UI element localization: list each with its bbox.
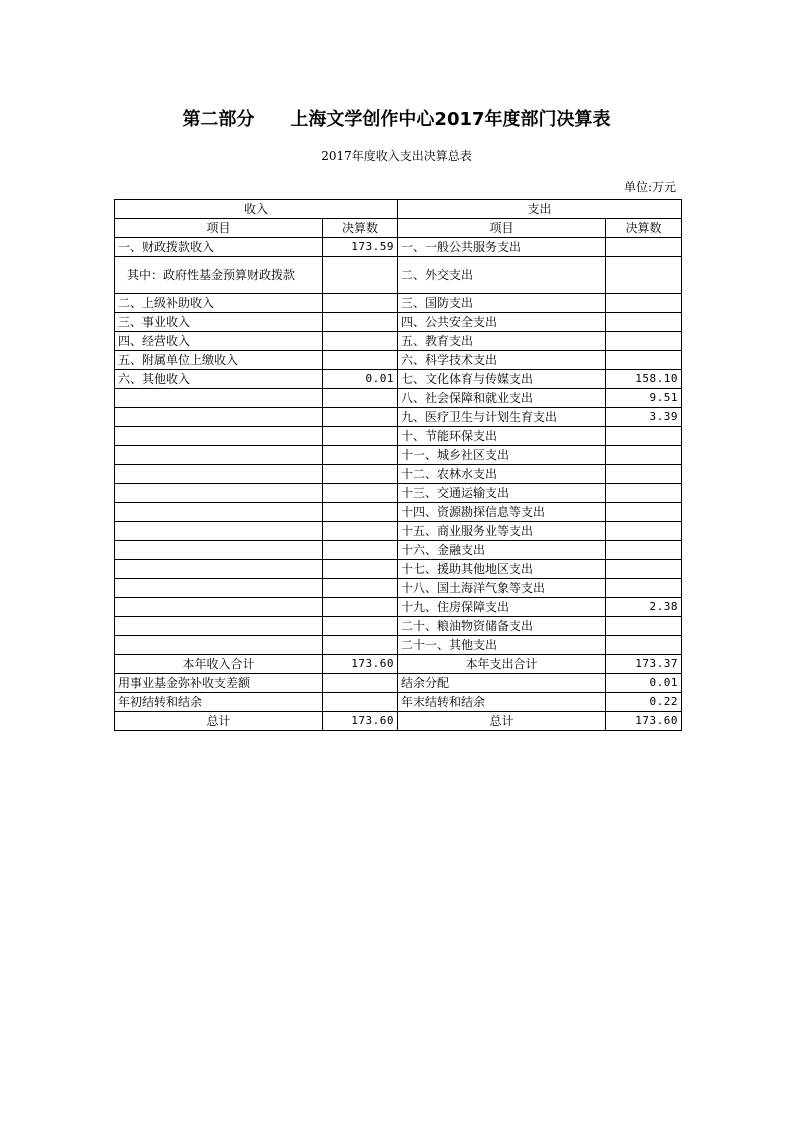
expense-amount-cell xyxy=(606,522,682,541)
table-row xyxy=(115,560,682,579)
table-row xyxy=(115,370,682,389)
table-row xyxy=(115,294,682,313)
income-amount-cell xyxy=(323,522,398,541)
table-row xyxy=(115,617,682,636)
expense-amount-cell xyxy=(606,484,682,503)
grand-total-expense-value: 173.60 xyxy=(606,712,682,731)
expense-amount-cell xyxy=(606,238,682,257)
income-amount-cell xyxy=(323,503,398,522)
table-row xyxy=(115,484,682,503)
adjustment-row xyxy=(115,674,682,693)
grand-total-income-value: 173.60 xyxy=(323,712,398,731)
expense-amount-cell xyxy=(606,465,682,484)
income-amount-cell xyxy=(323,257,398,294)
expense-amount-cell xyxy=(606,332,682,351)
expense-item-cell: 七、文化体育与传媒支出 xyxy=(398,370,606,389)
expense-total-label: 本年支出合计 xyxy=(398,655,606,674)
table-row xyxy=(115,257,682,294)
expense-item-cell: 十五、商业服务业等支出 xyxy=(398,522,606,541)
surplus-distribution-label: 结余分配 xyxy=(398,674,606,693)
income-amount-cell xyxy=(323,351,398,370)
income-amount-cell xyxy=(323,446,398,465)
income-amount-cell xyxy=(323,427,398,446)
totals-row xyxy=(115,655,682,674)
grand-total-row xyxy=(115,712,682,731)
income-amount-cell xyxy=(323,408,398,427)
income-item-cell xyxy=(115,598,323,617)
income-item-cell xyxy=(115,389,323,408)
table-row xyxy=(115,636,682,655)
income-item-cell xyxy=(115,560,323,579)
income-item-cell: 三、事业收入 xyxy=(115,313,323,332)
income-amount-cell xyxy=(323,389,398,408)
income-header: 收入 xyxy=(115,200,398,219)
table-row xyxy=(115,598,682,617)
expense-amount-cell: 2.38 xyxy=(606,598,682,617)
table-subtitle: 2017年度收入支出决算总表 xyxy=(321,149,472,163)
table-row xyxy=(115,351,682,370)
income-amount-cell xyxy=(323,598,398,617)
income-item-cell: 四、经营收入 xyxy=(115,332,323,351)
expense-item-cell: 十七、援助其他地区支出 xyxy=(398,560,606,579)
expense-amount-cell xyxy=(606,503,682,522)
budget-summary-table xyxy=(114,199,682,731)
income-amount-cell xyxy=(323,560,398,579)
income-amount-cell xyxy=(323,465,398,484)
expense-total-value: 173.37 xyxy=(606,655,682,674)
unit-label: 单位:万元 xyxy=(623,180,676,194)
income-item-cell xyxy=(115,522,323,541)
expense-amount-cell xyxy=(606,257,682,294)
income-item-cell xyxy=(115,484,323,503)
table-row xyxy=(115,332,682,351)
income-item-cell xyxy=(115,408,323,427)
begin-balance-label: 年初结转和结余 xyxy=(115,693,323,712)
table-row xyxy=(115,389,682,408)
table-row xyxy=(115,238,682,257)
income-amount-cell xyxy=(323,332,398,351)
expense-amount-cell xyxy=(606,560,682,579)
table-row xyxy=(115,541,682,560)
table-section-header-row xyxy=(115,200,682,219)
expense-item-cell: 十三、交通运输支出 xyxy=(398,484,606,503)
page-title: 第二部分 上海文学创作中心2017年度部门决算表 xyxy=(182,109,611,130)
expense-item-cell: 二、外交支出 xyxy=(398,257,606,294)
table-row xyxy=(115,522,682,541)
expense-item-cell: 四、公共安全支出 xyxy=(398,313,606,332)
expense-amount-cell xyxy=(606,446,682,465)
expense-item-cell: 八、社会保障和就业支出 xyxy=(398,389,606,408)
expense-amount-header: 决算数 xyxy=(606,219,682,238)
table-row xyxy=(115,446,682,465)
table-row xyxy=(115,503,682,522)
surplus-distribution-value: 0.01 xyxy=(606,674,682,693)
balance-row xyxy=(115,693,682,712)
expense-item-cell: 二十、粮油物资储备支出 xyxy=(398,617,606,636)
expense-item-cell: 十九、住房保障支出 xyxy=(398,598,606,617)
expense-amount-cell: 158.10 xyxy=(606,370,682,389)
begin-balance-value xyxy=(323,693,398,712)
income-amount-cell xyxy=(323,313,398,332)
income-item-cell xyxy=(115,503,323,522)
grand-total-expense-label: 总计 xyxy=(398,712,606,731)
expense-item-cell: 十一、城乡社区支出 xyxy=(398,446,606,465)
expense-item-cell: 六、科学技术支出 xyxy=(398,351,606,370)
income-item-cell: 二、上级补助收入 xyxy=(115,294,323,313)
expense-amount-cell xyxy=(606,541,682,560)
table-row xyxy=(115,465,682,484)
income-item-cell xyxy=(115,636,323,655)
income-item-cell xyxy=(115,579,323,598)
expense-header: 支出 xyxy=(398,200,682,219)
expense-item-cell: 一、一般公共服务支出 xyxy=(398,238,606,257)
expense-item-cell: 五、教育支出 xyxy=(398,332,606,351)
income-amount-cell xyxy=(323,579,398,598)
expense-amount-cell xyxy=(606,351,682,370)
income-amount-cell xyxy=(323,484,398,503)
expense-item-cell: 十六、金融支出 xyxy=(398,541,606,560)
income-item-cell xyxy=(115,465,323,484)
income-item-cell: 六、其他收入 xyxy=(115,370,323,389)
expense-item-cell: 十八、国土海洋气象等支出 xyxy=(398,579,606,598)
income-item-header: 项目 xyxy=(115,219,323,238)
income-item-cell: 一、财政拨款收入 xyxy=(115,238,323,257)
expense-amount-cell: 9.51 xyxy=(606,389,682,408)
table-row xyxy=(115,408,682,427)
expense-item-cell: 十、节能环保支出 xyxy=(398,427,606,446)
expense-item-cell: 三、国防支出 xyxy=(398,294,606,313)
end-balance-value: 0.22 xyxy=(606,693,682,712)
expense-item-cell: 十四、资源勘探信息等支出 xyxy=(398,503,606,522)
income-amount-cell xyxy=(323,617,398,636)
end-balance-label: 年末结转和结余 xyxy=(398,693,606,712)
fund-offset-value xyxy=(323,674,398,693)
income-item-cell xyxy=(115,541,323,560)
expense-amount-cell: 3.39 xyxy=(606,408,682,427)
table-column-header-row xyxy=(115,219,682,238)
expense-amount-cell xyxy=(606,294,682,313)
income-amount-header: 决算数 xyxy=(323,219,398,238)
expense-amount-cell xyxy=(606,617,682,636)
expense-amount-cell xyxy=(606,427,682,446)
income-amount-cell xyxy=(323,541,398,560)
expense-item-cell: 九、医疗卫生与计划生育支出 xyxy=(398,408,606,427)
income-total-value: 173.60 xyxy=(323,655,398,674)
income-item-cell xyxy=(115,617,323,636)
expense-amount-cell xyxy=(606,636,682,655)
income-item-cell: 其中：政府性基金预算财政拨款 xyxy=(115,257,323,294)
table-row xyxy=(115,427,682,446)
expense-amount-cell xyxy=(606,313,682,332)
income-amount-cell: 0.01 xyxy=(323,370,398,389)
income-amount-cell xyxy=(323,636,398,655)
grand-total-income-label: 总计 xyxy=(115,712,323,731)
table-row xyxy=(115,313,682,332)
expense-item-header: 项目 xyxy=(398,219,606,238)
fund-offset-label: 用事业基金弥补收支差额 xyxy=(115,674,323,693)
expense-amount-cell xyxy=(606,579,682,598)
expense-item-cell: 十二、农林水支出 xyxy=(398,465,606,484)
income-item-cell xyxy=(115,427,323,446)
income-item-cell xyxy=(115,446,323,465)
income-amount-cell: 173.59 xyxy=(323,238,398,257)
income-total-label: 本年收入合计 xyxy=(115,655,323,674)
income-item-cell: 五、附属单位上缴收入 xyxy=(115,351,323,370)
expense-item-cell: 二十一、其他支出 xyxy=(398,636,606,655)
table-row xyxy=(115,579,682,598)
income-amount-cell xyxy=(323,294,398,313)
